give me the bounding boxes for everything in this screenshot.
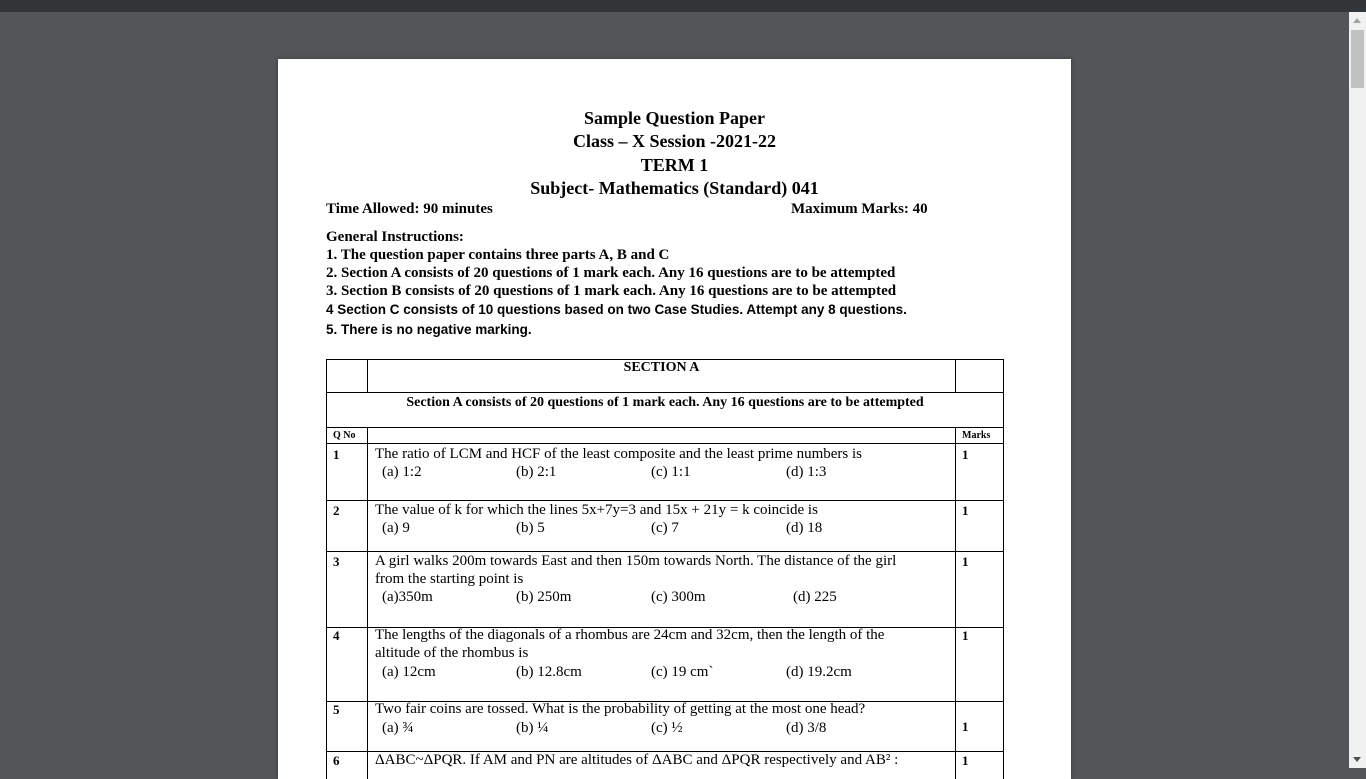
instruction-item: 4 Section C consists of 10 questions based on two Case Studies. Attempt any 8 questions. [326, 302, 907, 317]
question-number: 2 [333, 503, 340, 518]
option-a: (a) ¾ [382, 720, 414, 736]
question-marks: 1 [962, 719, 969, 734]
option-c: (c) ½ [651, 720, 683, 736]
option-c: (c) 19 cm` [651, 664, 714, 680]
instruction-item: 3. Section B consists of 20 questions of 1 mark each. Any 16 questions are to be attempted [326, 283, 897, 299]
scroll-down-arrow-icon[interactable] [1349, 751, 1366, 768]
option-a: (a)350m [382, 589, 433, 605]
question-number: 5 [333, 702, 340, 717]
option-b: (b) 12.8cm [516, 664, 582, 680]
option-d: (d) 19.2cm [786, 664, 852, 680]
option-a: (a) 12cm [382, 664, 436, 680]
option-b: (b) ¼ [516, 720, 549, 736]
option-a: (a) 9 [382, 520, 410, 536]
question-text-continued: from the starting point is [375, 571, 524, 587]
question-marks: 1 [962, 503, 969, 518]
option-d: (d) 18 [786, 520, 823, 536]
instruction-item: 5. There is no negative marking. [326, 322, 532, 337]
document-page [278, 59, 1071, 779]
question-text: A girl walks 200m towards East and then 150m towards North. The distance of the girl [375, 553, 897, 569]
option-b: (b) 5 [516, 520, 545, 536]
instruction-item: 2. Section A consists of 20 questions of 1 mark each. Any 16 questions are to be attempted [326, 265, 896, 281]
option-d: (d) 3/8 [786, 720, 827, 736]
question-number: 1 [333, 447, 340, 462]
question-marks: 1 [962, 753, 969, 768]
paper-title: Sample Question Paper [583, 108, 765, 128]
instructions-heading: General Instructions: [326, 229, 464, 245]
subject-label: Subject- Mathematics (Standard) 041 [530, 178, 819, 198]
question-text-continued: altitude of the rhombus is [375, 645, 529, 661]
question-text: The lengths of the diagonals of a rhombus are 24cm and 32cm, then the length of the [375, 627, 885, 643]
viewer-toolbar [0, 0, 1366, 12]
question-number: 6 [333, 753, 340, 768]
column-header-qno: Q No [333, 430, 356, 441]
option-d: (d) 225 [793, 589, 837, 605]
option-b: (b) 2:1 [516, 464, 557, 480]
option-c: (c) 7 [651, 520, 679, 536]
scroll-up-arrow-icon[interactable] [1349, 12, 1366, 29]
option-a: (a) 1:2 [382, 464, 422, 480]
column-header-marks: Marks [962, 430, 991, 441]
question-marks: 1 [962, 554, 969, 569]
vertical-scrollbar[interactable] [1349, 12, 1366, 768]
option-b: (b) 250m [516, 589, 572, 605]
option-c: (c) 300m [651, 589, 706, 605]
option-d: (d) 1:3 [786, 464, 827, 480]
section-description: Section A consists of 20 questions of 1 mark each. Any 16 questions are to be attempted [406, 395, 924, 410]
question-number: 4 [333, 628, 340, 643]
scrollbar-thumb[interactable] [1351, 30, 1364, 88]
option-c: (c) 1:1 [651, 464, 691, 480]
question-marks: 1 [962, 447, 969, 462]
question-text: The ratio of LCM and HCF of the least composite and the least prime numbers is [375, 446, 862, 462]
question-number: 3 [333, 554, 340, 569]
question-text: The value of k for which the lines 5x+7y=3 and 15x + 21y = k coincide is [375, 502, 818, 518]
question-text: Two fair coins are tossed. What is the probability of getting at the most one head? [375, 701, 866, 717]
time-allowed: Time Allowed: 90 minutes [326, 201, 493, 217]
maximum-marks: Maximum Marks: 40 [791, 201, 928, 217]
term-label: TERM 1 [640, 155, 709, 175]
question-marks: 1 [962, 628, 969, 643]
section-name: SECTION A [623, 360, 700, 375]
question-text: ΔABC~ΔPQR. If AM and PN are altitudes of ΔABC and ΔPQR respectively and AB² : [375, 752, 899, 768]
instruction-item: 1. The question paper contains three parts A, B and C [326, 247, 670, 263]
class-session: Class – X Session -2021-22 [572, 131, 777, 151]
